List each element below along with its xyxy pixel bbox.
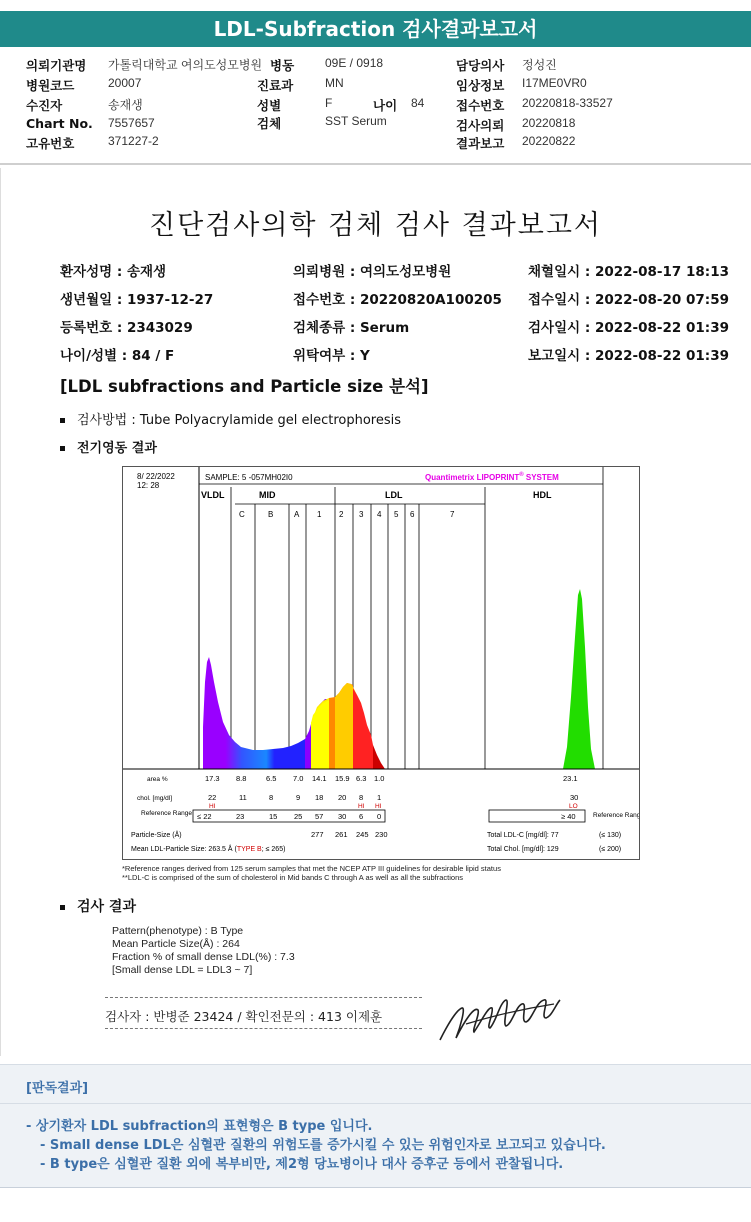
ref-hospital: 의뢰병원 : 여의도성모병원 bbox=[293, 264, 452, 280]
ref-label-left bbox=[141, 810, 192, 817]
bullet-icon bbox=[60, 418, 65, 423]
patient-birth: 생년월일 : 1937-12-27 bbox=[60, 292, 214, 308]
request-label: 검사의뢰 bbox=[456, 118, 505, 133]
area-value: 6.3 bbox=[356, 774, 367, 783]
report-title: 진단검사의학 검체 검사 결과보고서 bbox=[149, 210, 602, 241]
receipt-label: 접수번호 bbox=[456, 98, 505, 113]
electrophoresis-svg bbox=[123, 467, 639, 859]
dept-label: 진료과 bbox=[257, 78, 294, 93]
report-date-label: 결과보고 bbox=[456, 136, 505, 151]
area-value: 7.0 bbox=[293, 774, 304, 783]
ref-value: 0 bbox=[377, 812, 382, 821]
signature-image bbox=[436, 988, 566, 1048]
ref-value: 6 bbox=[359, 812, 364, 821]
band-label-7: 7 bbox=[450, 510, 455, 519]
receipt-number: 접수번호 : 20220820A100205 bbox=[293, 292, 502, 308]
brand-suffix: SYSTEM bbox=[523, 473, 559, 482]
chol-value: 1 bbox=[377, 793, 382, 802]
chol-label: chol. [mg/dl] bbox=[137, 795, 173, 802]
result-block bbox=[112, 925, 295, 977]
group-ldl: LDL bbox=[385, 490, 403, 500]
flag-high: HI bbox=[209, 803, 216, 810]
area-value: 8.8 bbox=[236, 774, 247, 783]
trace-ldl1b bbox=[311, 700, 329, 769]
brand-registered-mark: ® bbox=[519, 472, 524, 478]
result-line: Fraction % of small dense LDL(%) : 7.3 bbox=[112, 951, 295, 963]
band-label-6: 6 bbox=[410, 510, 415, 519]
judgement-divider bbox=[0, 1103, 751, 1104]
area-value: 1.0 bbox=[374, 774, 385, 783]
area-value: 6.5 bbox=[266, 774, 277, 783]
trace-ldl4 bbox=[373, 745, 385, 769]
chol-value: 22 bbox=[208, 793, 217, 802]
area-value: 15.9 bbox=[335, 774, 350, 783]
electro-title: 전기영동 결과 bbox=[77, 441, 157, 456]
ref-label-right: Reference Range bbox=[593, 812, 639, 819]
total-ldl: Total LDL-C [mg/dl]: 77 bbox=[487, 832, 559, 839]
result-line: [Small dense LDL = LDL3 ~ 7] bbox=[112, 964, 253, 976]
sex-value: F bbox=[325, 96, 333, 110]
receive-datetime: 접수일시 : 2022-08-20 07:59 bbox=[528, 292, 729, 308]
area-value: 14.1 bbox=[312, 774, 327, 783]
signer-dash-bottom bbox=[105, 1028, 422, 1029]
ward-label: 병동 bbox=[270, 58, 295, 73]
specimen-value: SST Serum bbox=[325, 114, 387, 128]
area-label: area % bbox=[147, 776, 168, 783]
ref-value: 25 bbox=[294, 812, 303, 821]
report-header-title: LDL-Subfraction 검사결과보고서 bbox=[213, 17, 538, 41]
band-label-c: C bbox=[239, 510, 245, 519]
signer-line: 검사자 : 반병준 23424 / 확인전문의 : 413 이제훈 bbox=[105, 1009, 383, 1024]
mean-size-line bbox=[131, 844, 285, 853]
chart-notes bbox=[122, 864, 501, 882]
flag-high: HI bbox=[358, 803, 365, 810]
judgement-panel bbox=[0, 1064, 751, 1188]
report-date-value: 20220822 bbox=[522, 134, 576, 148]
band-label-b: B bbox=[268, 510, 274, 519]
chart-sample: SAMPLE: 5 -057MH02I0 bbox=[205, 473, 293, 482]
mean-size-suffix: ; ≤ 265) bbox=[261, 846, 286, 853]
consign-status: 위탁여부 : Y bbox=[293, 348, 370, 364]
group-mid: MID bbox=[259, 490, 276, 500]
total-chol-ref: (≤ 200) bbox=[599, 846, 622, 853]
collect-datetime: 채혈일시 : 2022-08-17 18:13 bbox=[528, 264, 729, 280]
chol-value: 9 bbox=[296, 793, 301, 802]
particle-value: 277 bbox=[311, 830, 324, 839]
section-title: [LDL subfractions and Particle size 분석] bbox=[60, 377, 429, 396]
ref-box bbox=[193, 810, 385, 822]
band-label-5: 5 bbox=[394, 510, 399, 519]
total-ldl-ref: (≤ 130) bbox=[599, 832, 622, 839]
chart-no-value: 7557657 bbox=[108, 116, 155, 130]
electro-heading bbox=[60, 437, 157, 456]
note-line: **LDL-C is comprised of the sum of cholesterol in Mid bands C through A as well as all the subfractions bbox=[122, 873, 464, 882]
sex-label: 성별 bbox=[257, 98, 282, 113]
bullet-icon bbox=[60, 905, 65, 910]
chart-date: 8/ 22/2022 bbox=[137, 472, 175, 481]
clinical-info-value: I17ME0VR0 bbox=[522, 76, 587, 90]
ref-value: 57 bbox=[315, 812, 324, 821]
method-text: 검사방법 : Tube Polyacrylamide gel electrophoresis bbox=[77, 413, 402, 428]
ref-value: 23 bbox=[236, 812, 245, 821]
ref-value: 15 bbox=[269, 812, 278, 821]
judgement-line: - Small dense LDL은 심혈관 질환의 위험도를 증가시킬 수 있는 위험인자로 보고되고 있습니다. bbox=[40, 1138, 606, 1153]
bullet-icon bbox=[60, 446, 65, 451]
result-title: 검사 결과 bbox=[77, 899, 136, 915]
specimen-type: 검체종류 : Serum bbox=[293, 320, 410, 336]
result-heading bbox=[60, 896, 136, 916]
group-vldl: VLDL bbox=[201, 490, 225, 500]
judgement-line: - 상기환자 LDL subfraction의 표현형은 B type 입니다. bbox=[26, 1119, 373, 1134]
electrophoresis-chart bbox=[122, 466, 640, 860]
ward-value: 09E / 0918 bbox=[325, 56, 384, 70]
flag-low: LO bbox=[569, 803, 578, 810]
hospital-code-value: 20007 bbox=[108, 76, 142, 90]
band-label-2: 2 bbox=[339, 510, 344, 519]
chol-value: 8 bbox=[359, 793, 364, 802]
particle-value: 230 bbox=[375, 830, 388, 839]
trace-ldl3 bbox=[353, 688, 373, 769]
chol-value: 11 bbox=[239, 793, 247, 802]
unique-no-label: 고유번호 bbox=[26, 136, 75, 151]
hospital-code-label: 병원코드 bbox=[26, 78, 75, 93]
examinee-value: 송재생 bbox=[108, 98, 143, 112]
trace-vldl-mid bbox=[203, 657, 305, 769]
clinical-info-label: 임상정보 bbox=[456, 78, 505, 93]
flag-high: HI bbox=[375, 803, 382, 810]
chol-value: 18 bbox=[315, 793, 324, 802]
particle-label: Particle-Size (Å) bbox=[131, 832, 182, 839]
institution-value: 가톨릭대학교 여의도성모병원 bbox=[108, 58, 263, 72]
method-line bbox=[60, 409, 401, 428]
specimen-label: 검체 bbox=[257, 116, 282, 131]
result-line: Mean Particle Size(Å) : 264 bbox=[112, 938, 240, 950]
doctor-label: 담당의사 bbox=[456, 58, 505, 73]
patient-reg-no: 등록번호 : 2343029 bbox=[60, 320, 193, 336]
chart-no-label: Chart No. bbox=[26, 116, 93, 131]
age-label: 나이 bbox=[373, 98, 398, 113]
patient-name: 환자성명 : 송재생 bbox=[60, 264, 167, 280]
ref-label-line: Reference Range bbox=[141, 810, 192, 817]
result-line: Pattern(phenotype) : B Type bbox=[112, 925, 244, 937]
test-datetime: 검사일시 : 2022-08-22 01:39 bbox=[528, 320, 729, 336]
signer-dash-top bbox=[105, 997, 422, 998]
note-line: *Reference ranges derived from 125 serum samples that met the NCEP ATP III guidelines for desirable lipid status bbox=[122, 864, 501, 873]
divider bbox=[0, 163, 751, 165]
doctor-value: 정성진 bbox=[522, 58, 557, 72]
chart-brand bbox=[425, 471, 559, 482]
ref-value: 30 bbox=[338, 812, 347, 821]
chol-value: 20 bbox=[338, 793, 347, 802]
unique-no-value: 371227-2 bbox=[108, 134, 159, 148]
chart-time: 12: 28 bbox=[137, 481, 160, 490]
band-label-4: 4 bbox=[377, 510, 382, 519]
band-label-3: 3 bbox=[359, 510, 364, 519]
judgement-line: - B type은 심혈관 질환 외에 복부비만, 제2형 당뇨병이나 대사 증후군 등에서 관찰됩니다. bbox=[40, 1157, 564, 1172]
mean-size-label: Mean LDL-Particle Size: 263.5 Å ( bbox=[131, 846, 237, 853]
band-label-a: A bbox=[294, 510, 300, 519]
band-label-1: 1 bbox=[317, 510, 322, 519]
ref-value: ≤ 22 bbox=[197, 812, 212, 821]
brand-name: Quantimetrix LIPOPRINT bbox=[425, 473, 520, 482]
area-hdl-value: 23.1 bbox=[563, 774, 578, 783]
particle-value: 261 bbox=[335, 830, 348, 839]
judgement-label: [판독결과] bbox=[26, 1081, 89, 1096]
report-datetime: 보고일시 : 2022-08-22 01:39 bbox=[528, 348, 729, 364]
order-info bbox=[0, 52, 751, 156]
total-chol: Total Chol. [mg/dl]: 129 bbox=[487, 846, 559, 853]
age-value: 84 bbox=[411, 96, 425, 110]
request-value: 20220818 bbox=[522, 116, 576, 130]
institution-label: 의뢰기관명 bbox=[26, 58, 87, 73]
receipt-value: 20220818-33527 bbox=[522, 96, 613, 110]
report-header-bar bbox=[0, 11, 751, 47]
chol-hdl-value: 30 bbox=[570, 793, 579, 802]
chol-value: 8 bbox=[269, 793, 274, 802]
area-value: 17.3 bbox=[205, 774, 220, 783]
particle-value: 245 bbox=[356, 830, 369, 839]
examinee-label: 수진자 bbox=[26, 98, 63, 113]
patient-age-sex: 나이/성별 : 84 / F bbox=[60, 348, 175, 364]
group-hdl: HDL bbox=[533, 490, 552, 500]
trace-hdl bbox=[563, 589, 595, 769]
ref-hdl-value: ≥ 40 bbox=[561, 812, 576, 821]
dept-value: MN bbox=[325, 76, 344, 90]
mean-size-type: TYPE B bbox=[236, 846, 262, 853]
